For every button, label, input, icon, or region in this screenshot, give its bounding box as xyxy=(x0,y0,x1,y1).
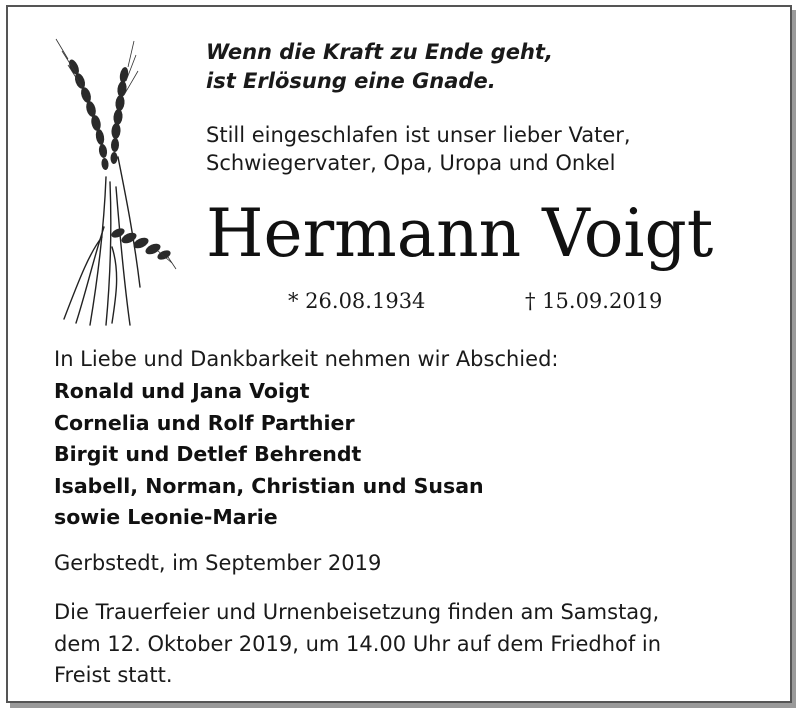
mourner-entry: Ronald und Jana Voigt xyxy=(54,379,310,403)
mourner-entry: Birgit und Detlef Behrendt xyxy=(54,442,362,466)
mourner-entry: Cornelia und Rolf Parthier xyxy=(54,410,355,435)
obituary-frame xyxy=(6,5,792,703)
mourner-entry: Isabell, Norman, Christian und Susan xyxy=(54,473,484,498)
deceased-name: Hermann Voigt xyxy=(206,195,714,272)
intro-line-2: Schwiegervater, Opa, Uropa und Onkel xyxy=(206,151,616,175)
service-line-3: Freist statt. xyxy=(54,663,173,687)
service-line-1: Die Trauerfeier und Urnenbeisetzung finden am Samstag, xyxy=(54,600,660,624)
service-line-2: dem 12. Oktober 2019, um 14.00 Uhr auf dem Friedhof in xyxy=(54,631,662,656)
mourner-entry: sowie Leonie-Marie xyxy=(54,505,278,529)
place-date: Gerbstedt, im September 2019 xyxy=(54,551,382,575)
wheat-ears-icon xyxy=(46,37,178,327)
farewell-line: In Liebe und Dankbarkeit nehmen wir Abschied: xyxy=(54,347,559,371)
birth-date: * 26.08.1934 xyxy=(288,289,426,313)
intro-text xyxy=(206,121,631,177)
service-info xyxy=(54,597,754,692)
mourners-list xyxy=(54,376,484,534)
motto-line-2: ist Erlösung eine Gnade. xyxy=(206,69,496,93)
motto-line-1: Wenn die Kraft zu Ende geht, xyxy=(206,40,553,64)
intro-line-1: Still eingeschlafen ist unser lieber Vater, xyxy=(206,123,631,147)
motto-quote xyxy=(206,38,553,96)
death-date: † 15.09.2019 xyxy=(525,289,663,313)
